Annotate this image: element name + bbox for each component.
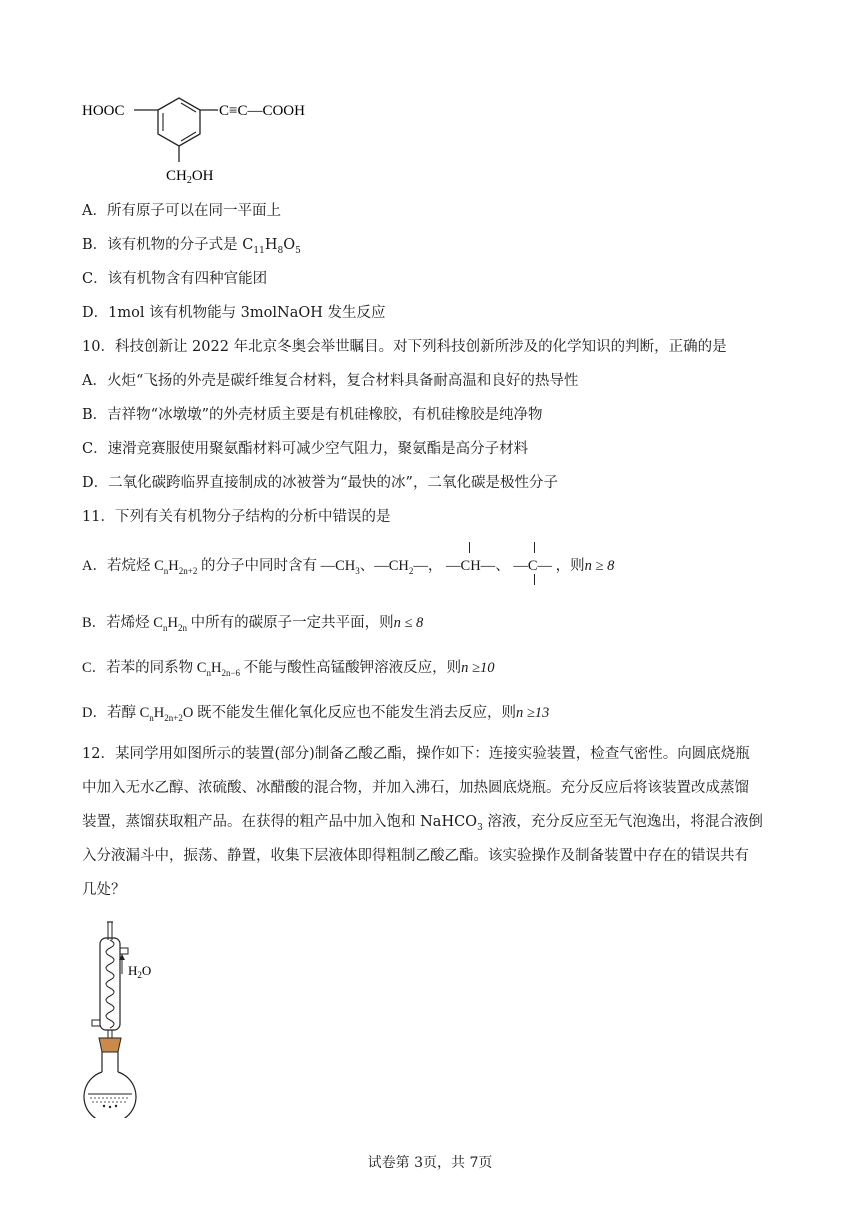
stopper-icon [99,1038,121,1052]
reflux-apparatus-diagram [74,918,184,1118]
q10-option-a: A．火炬“飞扬的外壳是碳纤维复合材料，复合材料具备耐高温和良好的热导性 [82,373,579,389]
q9-option-b: B．该有机物的分子式是 $C_{11}H_8O_5$ [82,237,301,256]
alkane-formula: $C_nH_{2n+2}$ [154,558,198,576]
round-bottom-flask-icon [84,1072,136,1118]
page-footer: 试卷第 3页，共 7页 [367,1155,493,1171]
q11-option-b: B．若烯烃 $C_nH_{2n}$ 中所有的碳原子一定共平面，则n ≤ 8 [82,615,424,633]
q11-option-d: D．若醇 $C_nH_{2n+2}O$ 既不能发生催化氧化反应也不能发生消去反应，则n ≥13 [82,705,550,723]
structural-formula [82,88,352,188]
condenser-coil-icon [106,940,114,1028]
q11-option-c: C．若苯的同系物 $C_nH_{2n-6}$ 不能与酸性高锰酸钾溶液反应，则n ≥10 [82,660,495,678]
c-group: —C— [513,556,552,576]
q10-stem: 10．科技创新让 2022 年北京冬奥会举世瞩目。对下列科技创新所涉及的化学知识的判断，正确的是 [82,339,727,355]
water-label: $H_2O$ [128,963,152,980]
q11-option-a: A．若烷烃 $C_nH_{2n+2}$ 的分子中同时含有 $—CH_3$、$—CH_2—$， —CH—、 —C— ，则n ≥ 8 [82,556,614,576]
formula-ch2oh: $CH_2OH$ [166,168,214,186]
formula-triple-bond: C≡C—COOH [219,103,305,119]
q10-option-b: B．吉祥物“冰墩墩”的外壳材质主要是有机硅橡胶，有机硅橡胶是纯净物 [82,407,543,423]
q10-option-c: C．速滑竞赛服使用聚氨酯材料可减少空气阻力，聚氨酯是高分子材料 [82,441,529,457]
formula-hooc: HOOC [82,103,125,119]
q9-option-c: C．该有机物含有四种官能团 [82,271,268,287]
ch-group: —CH— [446,556,495,576]
benzene-ring-icon [158,98,200,146]
q10-option-d: D．二氧化碳跨临界直接制成的冰被誉为“最快的冰”，二氧化碳是极性分子 [82,475,558,491]
q11-stem: 11．下列有关有机物分子结构的分析中错误的是 [82,509,391,525]
q9-option-a: A．所有原子可以在同一平面上 [82,203,281,219]
q9-option-d: D．1mol 该有机物能与 3molNaOH 发生反应 [82,305,386,321]
q12-paragraph: 12．某同学用如图所示的装置(部分)制备乙酸乙酯，操作如下：连接实验装置，检查气密性。向圆底烧瓶 中加入无水乙醇、浓硫酸、冰醋酸的混合物，并加入沸石，加热圆底烧瓶。充分反应后将该装置改成蒸馏 装置，蒸馏获取粗产品。在获得的粗产品中加入饱和 NaHCO$_3$ 溶液，充分反应至无气泡逸出，将混合液倒 入分液漏斗中，振荡、静置，收集下层液体即得粗制乙酸乙酯。该实验操作及制备装置中存在的错误共有 几处？ [82,746,763,898]
